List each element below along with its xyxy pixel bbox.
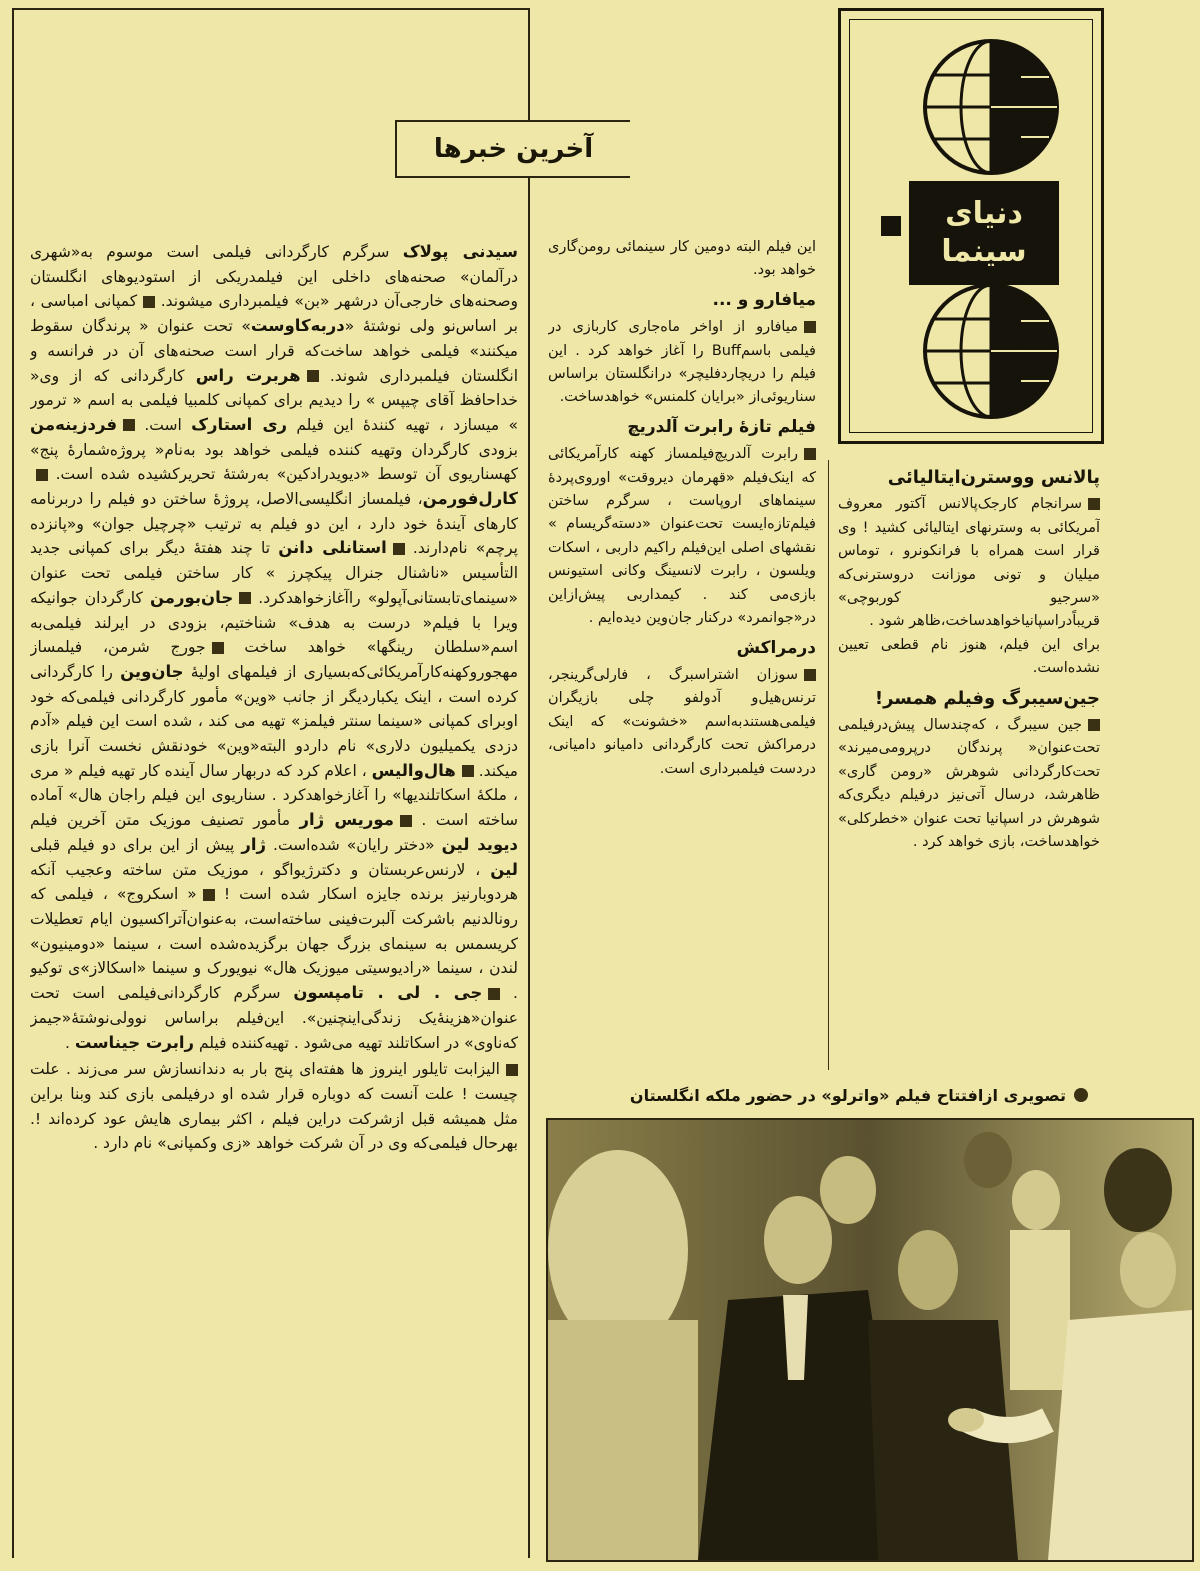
section-body [838, 714, 1100, 854]
square-bullet-icon [203, 889, 215, 901]
text-run: ، فیلمساز انگلیسی‌الاصل، پروژهٔ ساختن دو فیلم را دربرنامه کارهای آیندهٔ خود دارد ، این دو فیلم به ترتیب «چرچیل جوان» و«پانزده پرچم» نام‌دارند. [30, 490, 518, 558]
section-body [548, 236, 816, 283]
square-bullet-icon [123, 419, 135, 431]
headline: آخرین خبرها [433, 134, 594, 164]
text-run: میافارو از اواخر ماه‌جاری کاربازی در فیلمی باسم‌Buff را آغاز خواهد کرد . این فیلم را دریچاردفلیچر» درانگلستان براساس سناریوئی‌از «برایان کلمنس» خواهدساخت. [548, 319, 816, 406]
bold-name: هربرت راس [195, 365, 301, 385]
bold-name: سیدنی پولاک [402, 242, 518, 261]
bold-name: کارل‌فورمن [422, 489, 518, 509]
text-run: تا چند هفتهٔ دیگر برای کمپانی جدید التأسیس «ناشنال جنرال پیکچرز » کار ساختن فیلمی تحت عنوان «سینمای‌تابستانی‌آپولو» راآغازخواهدکرد. [30, 539, 518, 607]
square-bullet-icon [212, 642, 224, 654]
news-paragraph [30, 1057, 518, 1156]
text-run: برای این فیلم، هنوز نام قطعی تعیین نشده‌است. [838, 636, 1100, 677]
bold-name: لین [490, 859, 518, 879]
globe-icon [921, 37, 1061, 177]
square-bullet-icon [804, 448, 816, 460]
section-logo [838, 8, 1104, 444]
text-run: این فیلم البته دومین کار سینمائی رومن‌گاری خواهد بود. [548, 239, 816, 279]
square-bullet-icon [1088, 498, 1100, 510]
square-bullet-icon [393, 543, 405, 555]
text-run: » تحت عنوان « پرندگان سقوط میکنند» فیلمی خواهد ساخت‌که قرار است صحنه‌های آن در فرانسه و انگلستان فیلمبرداری شوند. [30, 317, 518, 385]
section-body [838, 493, 1100, 680]
photo-illustration [548, 1120, 1192, 1560]
bold-name: رابرت جیناست [74, 1032, 195, 1052]
square-bullet-icon [143, 296, 155, 308]
square-bullet-icon [36, 469, 48, 481]
logo-label [909, 181, 1059, 285]
bold-name: ری استارک [191, 414, 288, 434]
right-column [838, 460, 1100, 1080]
bold-name: جان‌وین [120, 661, 184, 681]
text-run: سرگرم کارگردانی‌فیلمی است تحت عنوان«هزینهٔ‌یک زندگی‌اینچنین». این‌فیلم براساس نوولی‌نوشتهٔ«جیمز که‌ناوی» در اسکاتلند تهیه می‌شود . تهیه‌کننده فیلم [30, 984, 518, 1052]
square-bullet-icon [400, 815, 412, 827]
section-heading: درمراکش [736, 637, 816, 658]
text-run: کارگردانی که از وی« خداحافظ آقای چیپس » را دیدیم برای کمپانی کلمبیا فیلمی به اسم « ترمور » میسازد ، تهیه کنندهٔ این فیلم [30, 366, 518, 434]
square-bullet-icon [239, 592, 251, 604]
bold-name: جی . لی . تامپسون [293, 983, 483, 1003]
section-body [548, 316, 816, 410]
section-body [548, 443, 816, 630]
section-heading: میافارو و ... [712, 289, 816, 310]
text-run: ، لارنس‌عربستان و دکترژیواگو ، موزیک متن ساخته وعجیب آنکه هردوبارنیز برنده جایزه اسکار شده است ! [30, 860, 518, 904]
headline-box [395, 120, 630, 178]
logo-line-1: دنیای [945, 196, 1023, 231]
column-divider [528, 8, 530, 120]
text-run: سرانجام کارجک‌پالانس آکتور معروف آمریکائی به وسترنهای ایتالیائی کشید ! وی قرار است همراه با فرانکونرو ، توماس میلیان و تونی موزانت دروسترنی‌که «سرجیو کوربوچی» قریباًدراسپانیاخواهدساخت،ظاهر شود . [838, 496, 1100, 630]
event-photo [546, 1118, 1194, 1562]
section-heading: فیلم تازهٔ رابرت آلدریچ [627, 416, 816, 437]
text-run: سوزان اشتراسبرگ ، فارلی‌گرینجر، ترنس‌هیل‌و آدولفو چلی بازیگران فیلمی‌هستندبه‌اسم «خشونت» که اینک درمراکش تحت کارگردانی داميانو دامیانی، دردست فیلمبرداری است. [548, 666, 816, 777]
bold-name: فردزینه‌من [30, 414, 118, 434]
text-run: رابرت آلدریچ‌فیلمساز کهنه کارآمریکائی که اینک‌فیلم «قهرمان دیروقت» اوروی‌پردهٔ سینماهای اروپاست ، سرگرم ساختن فیلم‌تازه‌ایست تحت‌عنوان «دسته‌گریسام » نقشهای اصلی این‌فیلم راکیم داربی ، اسکات ویلسون ، رابرت لانسینگ وکانی استیونس بازی‌می کند . کیمداربی پیش‌ازاین در«جوانمرد» درکنار جان‌وین دیده‌ایم . [548, 446, 816, 627]
text-run: « اسکروج» ، فیلمی که رونالدنیم باشرکت آلبرت‌فینی ساخته‌است، به‌عنوان‌آتراکسیون ایام تعطیلات کریسمس به سینمای بزرگ جهان برگزیده‌شده است ، سینما «دومینیون» لندن ، سینما «رادیوسیتی میوزیک هال» نیویورک و سینما «اسکالاز»ی توکیو . [30, 885, 518, 1003]
bullet-dot-icon [1074, 1088, 1088, 1102]
text-run: را کارگردانی کرده است ، اینک یکباردیگر از جانب «وین» مأمور کارگردانی فیلمی‌که خود اوبرای کمپانی «سینما سنتر فیلمز» تهیه می کند ، شده است این فیلم «آدم دزدی یکمیلیون دلاری» نام داردو البته«وین» خودنقش نخست آنرا بازی میکند. [30, 662, 518, 780]
main-news-text [30, 240, 518, 1540]
section-heading: پالانس ووسترن‌ایتالیائی [887, 467, 1100, 488]
section-body [548, 664, 816, 781]
square-bullet-icon [506, 1064, 518, 1076]
bold-name: استانلی دانن [278, 538, 387, 558]
text-run: کارگردان جوانیکه ویرا با فیلم« درست به هدف» شناختیم، بزودی در ایرلند فیلمی‌به اسم«سلطان رینگها» خواهد ساخت [30, 588, 518, 657]
square-bullet-icon [1088, 719, 1100, 731]
middle-column [548, 236, 816, 1066]
bold-name: هال‌والیس [371, 760, 456, 780]
text-run: است. [135, 415, 192, 434]
text-run: جورج شرمن، فیلمساز مهجوروکهنه‌کارآمریکائی‌که‌بسیاری از فیلمهای اولیهٔ [30, 638, 518, 681]
text-run: الیزابت تایلور اینروز ها هفته‌ای پنج بار به دندانسازش سر می‌زند . علت چیست ! علت آنست که دوباره قرار شده او درفیلمی بازی کند وبنا براین مثل همیشه قبل ازشرکت دراین فیلم ، اکثر بیماری هایش عود کرده‌اند !. بهرحال فیلمی‌که وی در آن شرکت خواهد «زی وکمپانی» نام دارد . [30, 1060, 518, 1153]
text-run: پیش از این برای دو فیلم قبلی [30, 835, 242, 854]
text-run: سرگرم کارگردانی فیلمی است موسوم به‌«شهری درآلمان» صحنه‌های داخلی این فیلمدریکی از استودیوهای انگلستان وصحنه‌های خارجی‌آن درشهر «بن» فیلمبرداری میشوند. [30, 243, 518, 311]
photo-caption-text: تصویری ازافتتاح فیلم «واترلو» در حضور ملکه انگلستان [629, 1085, 1066, 1105]
section-heading: جین‌سیبرگ وفیلم همسر! [874, 687, 1100, 709]
bold-name: دیوید لین [441, 834, 518, 854]
text-run: . [65, 1033, 75, 1052]
logo-square-mark [881, 216, 901, 236]
photo-caption [548, 1080, 1088, 1110]
text-run: کمپانی امباسی ، بر اساس‌نو ولی نوشتهٔ « [30, 292, 518, 336]
globe-icon [921, 281, 1061, 421]
square-bullet-icon [804, 669, 816, 681]
bold-name: جان‌بورمن [149, 587, 234, 607]
text-run: مأمور تصنیف موزیک متن آخرین فیلم [30, 811, 300, 830]
text-run: جین سیبرگ ، که‌چندسال پیش‌درفیلمی تحت‌عنوان« پرندگان درپرو‌می‌میرند» تحت‌کارگردانی شوهرش «رومن گاری» ظاهرشد، درسال آتی‌نیز درفیلم دیگری‌که شوهرش در اسپانیا تحت عنوان «خطرکلی» خواهدساخت، بازی خواهد کرد . [838, 717, 1100, 851]
square-bullet-icon [462, 765, 474, 777]
logo-line-2: سینما [941, 234, 1027, 269]
text-run: ، اعلام کرد که دربهار سال آینده کار تهیه فیلم « مری ، ملکهٔ اسکاتلندیها» را آغازخواهدکرد . سناریوی این فیلم راجان هال» آماده ساخته است . [30, 761, 518, 830]
square-bullet-icon [488, 988, 500, 1000]
news-paragraph [30, 240, 518, 1055]
bold-name: موریس ژار [299, 810, 394, 830]
text-run: بزودی کارگردان وتهیه کننده فیلمی خواهد بود به‌نام« پروژه‌شمارهٔ پنج» کهسناریوی آن توسط «دیویدرادکین» به‌رشتهٔ تحریر‌کشیده شده است. [30, 440, 518, 484]
square-bullet-icon [307, 370, 319, 382]
square-bullet-icon [804, 321, 816, 333]
text-run: «دختر رایان» شده‌است. [266, 835, 442, 854]
bold-name: دربه‌کاوست [250, 316, 345, 336]
column-divider-right [828, 460, 829, 1070]
bold-name: ژار [241, 834, 267, 854]
